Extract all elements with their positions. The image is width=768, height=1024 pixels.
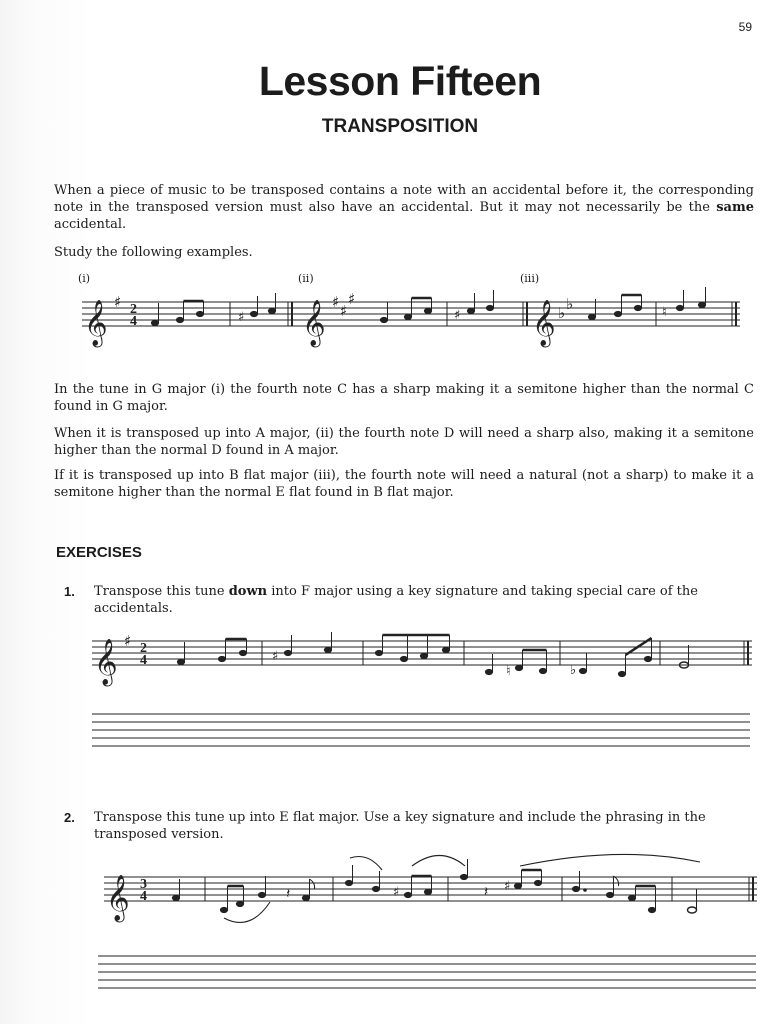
rest-icon: 𝄽 xyxy=(484,884,489,900)
exercise-1-number: 1. xyxy=(64,584,75,599)
flat-icon: ♭ xyxy=(566,295,574,313)
sharp-icon: ♯ xyxy=(332,293,340,311)
time-signature-bottom: 4 xyxy=(140,889,147,904)
sharp-icon: ♯ xyxy=(454,308,461,323)
example-label-ii: (ii) xyxy=(298,272,314,285)
intro-bold-word: same xyxy=(716,200,754,215)
sharp-icon: ♯ xyxy=(340,302,348,320)
flat-icon: ♭ xyxy=(570,663,577,678)
natural-icon: ♮ xyxy=(506,664,511,679)
sharp-icon: ♯ xyxy=(238,310,245,325)
natural-icon: ♮ xyxy=(662,305,667,320)
sharp-icon: ♯ xyxy=(124,632,132,650)
exercise-1-bold: down xyxy=(228,584,268,599)
flat-icon: ♭ xyxy=(558,304,566,322)
page-number: 59 xyxy=(738,20,752,34)
page-title: Lesson Fifteen xyxy=(258,58,542,104)
exercise-2-instruction: Transpose this tune up into E flat major. Use a key signature and include the phrasing in the transposed version. xyxy=(94,810,706,842)
page-subtitle: TRANSPOSITION xyxy=(321,116,479,137)
example-label-i: (i) xyxy=(78,272,91,285)
time-signature-bottom: 4 xyxy=(130,314,137,329)
time-signature-top: 2 xyxy=(130,302,137,317)
exercise-2-number: 2. xyxy=(64,810,75,825)
time-signature-top: 3 xyxy=(140,877,147,892)
exercise-2-blank-staff xyxy=(98,956,756,988)
treble-clef-icon: 𝄞 xyxy=(94,639,118,685)
sharp-icon: ♯ xyxy=(348,290,356,308)
barlines xyxy=(205,302,753,901)
treble-clef-icon: 𝄞 xyxy=(84,300,108,346)
exercise-1-notes xyxy=(177,632,688,679)
example-label-iii: (iii) xyxy=(520,272,540,285)
sharp-icon: ♯ xyxy=(393,885,400,900)
study-text: Study the following examples. xyxy=(54,245,253,260)
sharp-icon: ♯ xyxy=(114,293,122,311)
exercise-1-text-b: into F major using a key signature and taking special care of the accidentals. xyxy=(94,584,698,616)
explanation-2: When it is transposed up into A major, (ii) the fourth note D will need a sharp also, making it a semitone higher than the normal D found in A major. xyxy=(54,426,754,458)
sharp-icon: ♯ xyxy=(504,879,511,894)
exercise-2-notes xyxy=(172,859,696,913)
exercise-1-text-a: Transpose this tune xyxy=(94,584,229,599)
intro-text-1: When a piece of music to be transposed contains a note with an accidental before it, the corresponding note in the transposed version must also have an accidental. But it may not necessarily be the xyxy=(54,183,754,215)
treble-clef-icon: 𝄞 xyxy=(302,300,326,346)
intro-text-2: accidental. xyxy=(54,217,127,232)
treble-clef-icon: 𝄞 xyxy=(532,300,556,346)
sharp-icon: ♯ xyxy=(272,649,279,664)
treble-clef-icon: 𝄞 xyxy=(106,875,130,921)
exercise-1-staff-lines xyxy=(92,641,752,665)
time-signature-bottom: 4 xyxy=(140,653,147,668)
phrasing-slurs xyxy=(224,854,700,922)
time-signature-top: 2 xyxy=(140,641,147,656)
exercise-1-blank-staff xyxy=(92,714,750,746)
explanation-1: In the tune in G major (i) the fourth note C has a sharp making it a semitone higher than the normal C found in G major. xyxy=(54,382,754,414)
rest-icon: 𝄽 xyxy=(286,886,291,902)
exercise-2-staff-lines xyxy=(104,877,757,901)
exercises-heading: EXERCISES xyxy=(56,544,142,561)
explanation-3: If it is transposed up into B flat major (iii), the fourth note will need a natural (not a sharp) to make it a semitone higher than the normal E flat found in B flat major. xyxy=(54,468,754,500)
